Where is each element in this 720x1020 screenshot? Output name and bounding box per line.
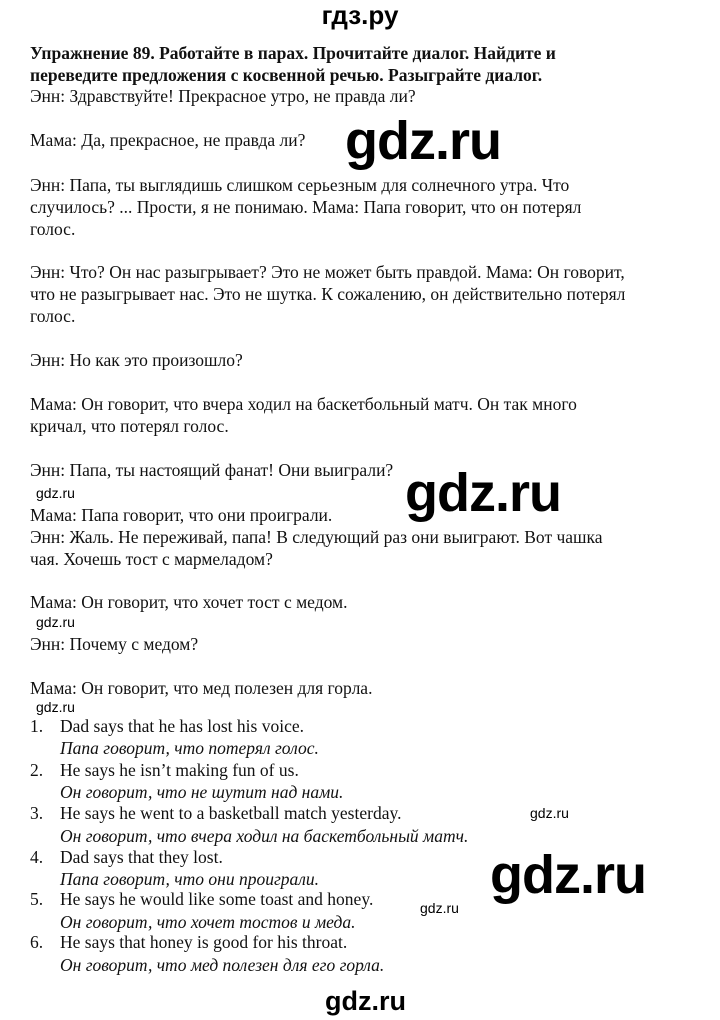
answer-number: 3. <box>30 803 44 823</box>
footer-watermark: gdz.ru <box>325 986 406 1016</box>
answer-translation: Он говорит, что мед полезен для его горла. <box>60 955 385 975</box>
answer-number: 4. <box>30 847 44 867</box>
answer-translation: Он говорит, что хочет тостов и меда. <box>60 912 356 932</box>
answer-number: 1. <box>30 716 44 736</box>
answer-english: Dad says that he has lost his voice. <box>60 716 304 736</box>
dialog-line: голос. <box>30 219 76 239</box>
dialog-line: голос. <box>30 306 76 326</box>
dialog-line: Мама: Папа говорит, что они проиграли. <box>30 505 333 525</box>
dialog-line: Энн: Папа, ты выглядишь слишком серьезным для солнечного утра. Что <box>30 175 570 195</box>
exercise-title-line-2: переведите предложения с косвенной речью. Разыграйте диалог. <box>30 65 543 85</box>
watermark-small: gdz.ru <box>420 900 459 916</box>
answer-translation: Папа говорит, что они проиграли. <box>60 869 320 889</box>
dialog-line: Энн: Почему с медом? <box>30 634 199 654</box>
answer-translation: Он говорит, что не шутит над нами. <box>60 782 344 802</box>
watermark-small: gdz.ru <box>36 485 75 501</box>
answer-english: He says he would like some toast and honey. <box>60 889 374 909</box>
watermark-small: gdz.ru <box>36 614 75 630</box>
dialog-line: Мама: Он говорит, что вчера ходил на баскетбольный матч. Он так много <box>30 394 577 414</box>
dialog-line: Энн: Здравствуйте! Прекрасное утро, не правда ли? <box>30 86 416 106</box>
dialog-line: Мама: Он говорит, что мед полезен для горла. <box>30 678 373 698</box>
dialog-line: Мама: Он говорит, что хочет тост с медом. <box>30 592 348 612</box>
answer-translation: Он говорит, что вчера ходил на баскетбольный матч. <box>60 826 469 846</box>
answer-number: 5. <box>30 889 44 909</box>
watermark: gdz.ru <box>345 111 501 171</box>
answer-english: He says that honey is good for his throat. <box>60 932 348 952</box>
site-header: гдз.ру <box>321 0 399 30</box>
answer-english: He says he went to a basketball match yesterday. <box>60 803 402 823</box>
answer-translation: Папа говорит, что потерял голос. <box>60 738 319 758</box>
dialog-line: Энн: Папа, ты настоящий фанат! Они выиграли? <box>30 460 394 480</box>
dialog-line: Энн: Жаль. Не переживай, папа! В следующий раз они выиграют. Вот чашка <box>30 527 603 547</box>
dialog-line: Энн: Что? Он нас разыгрывает? Это не может быть правдой. Мама: Он говорит, <box>30 262 625 282</box>
dialog-line: случилось? ... Прости, я не понимаю. Мама: Папа говорит, что он потерял <box>30 197 582 217</box>
watermark-small: gdz.ru <box>36 699 75 715</box>
answer-number: 2. <box>30 760 44 780</box>
dialog-line: чая. Хочешь тост с мармеладом? <box>30 549 273 569</box>
watermark: gdz.ru <box>490 845 646 905</box>
watermark-small: gdz.ru <box>530 805 569 821</box>
answer-english: He says he isn’t making fun of us. <box>60 760 299 780</box>
answer-english: Dad says that they lost. <box>60 847 223 867</box>
answer-number: 6. <box>30 932 44 952</box>
watermark: gdz.ru <box>405 463 561 523</box>
dialog-line: что не разыгрывает нас. Это не шутка. К сожалению, он действительно потерял <box>30 284 626 304</box>
dialog-line: Мама: Да, прекрасное, не правда ли? <box>30 130 306 150</box>
exercise-title-line-1: Упражнение 89. Работайте в парах. Прочитайте диалог. Найдите и <box>30 43 556 63</box>
dialog-line: кричал, что потерял голос. <box>30 416 229 436</box>
dialog-line: Энн: Но как это произошло? <box>30 350 243 370</box>
